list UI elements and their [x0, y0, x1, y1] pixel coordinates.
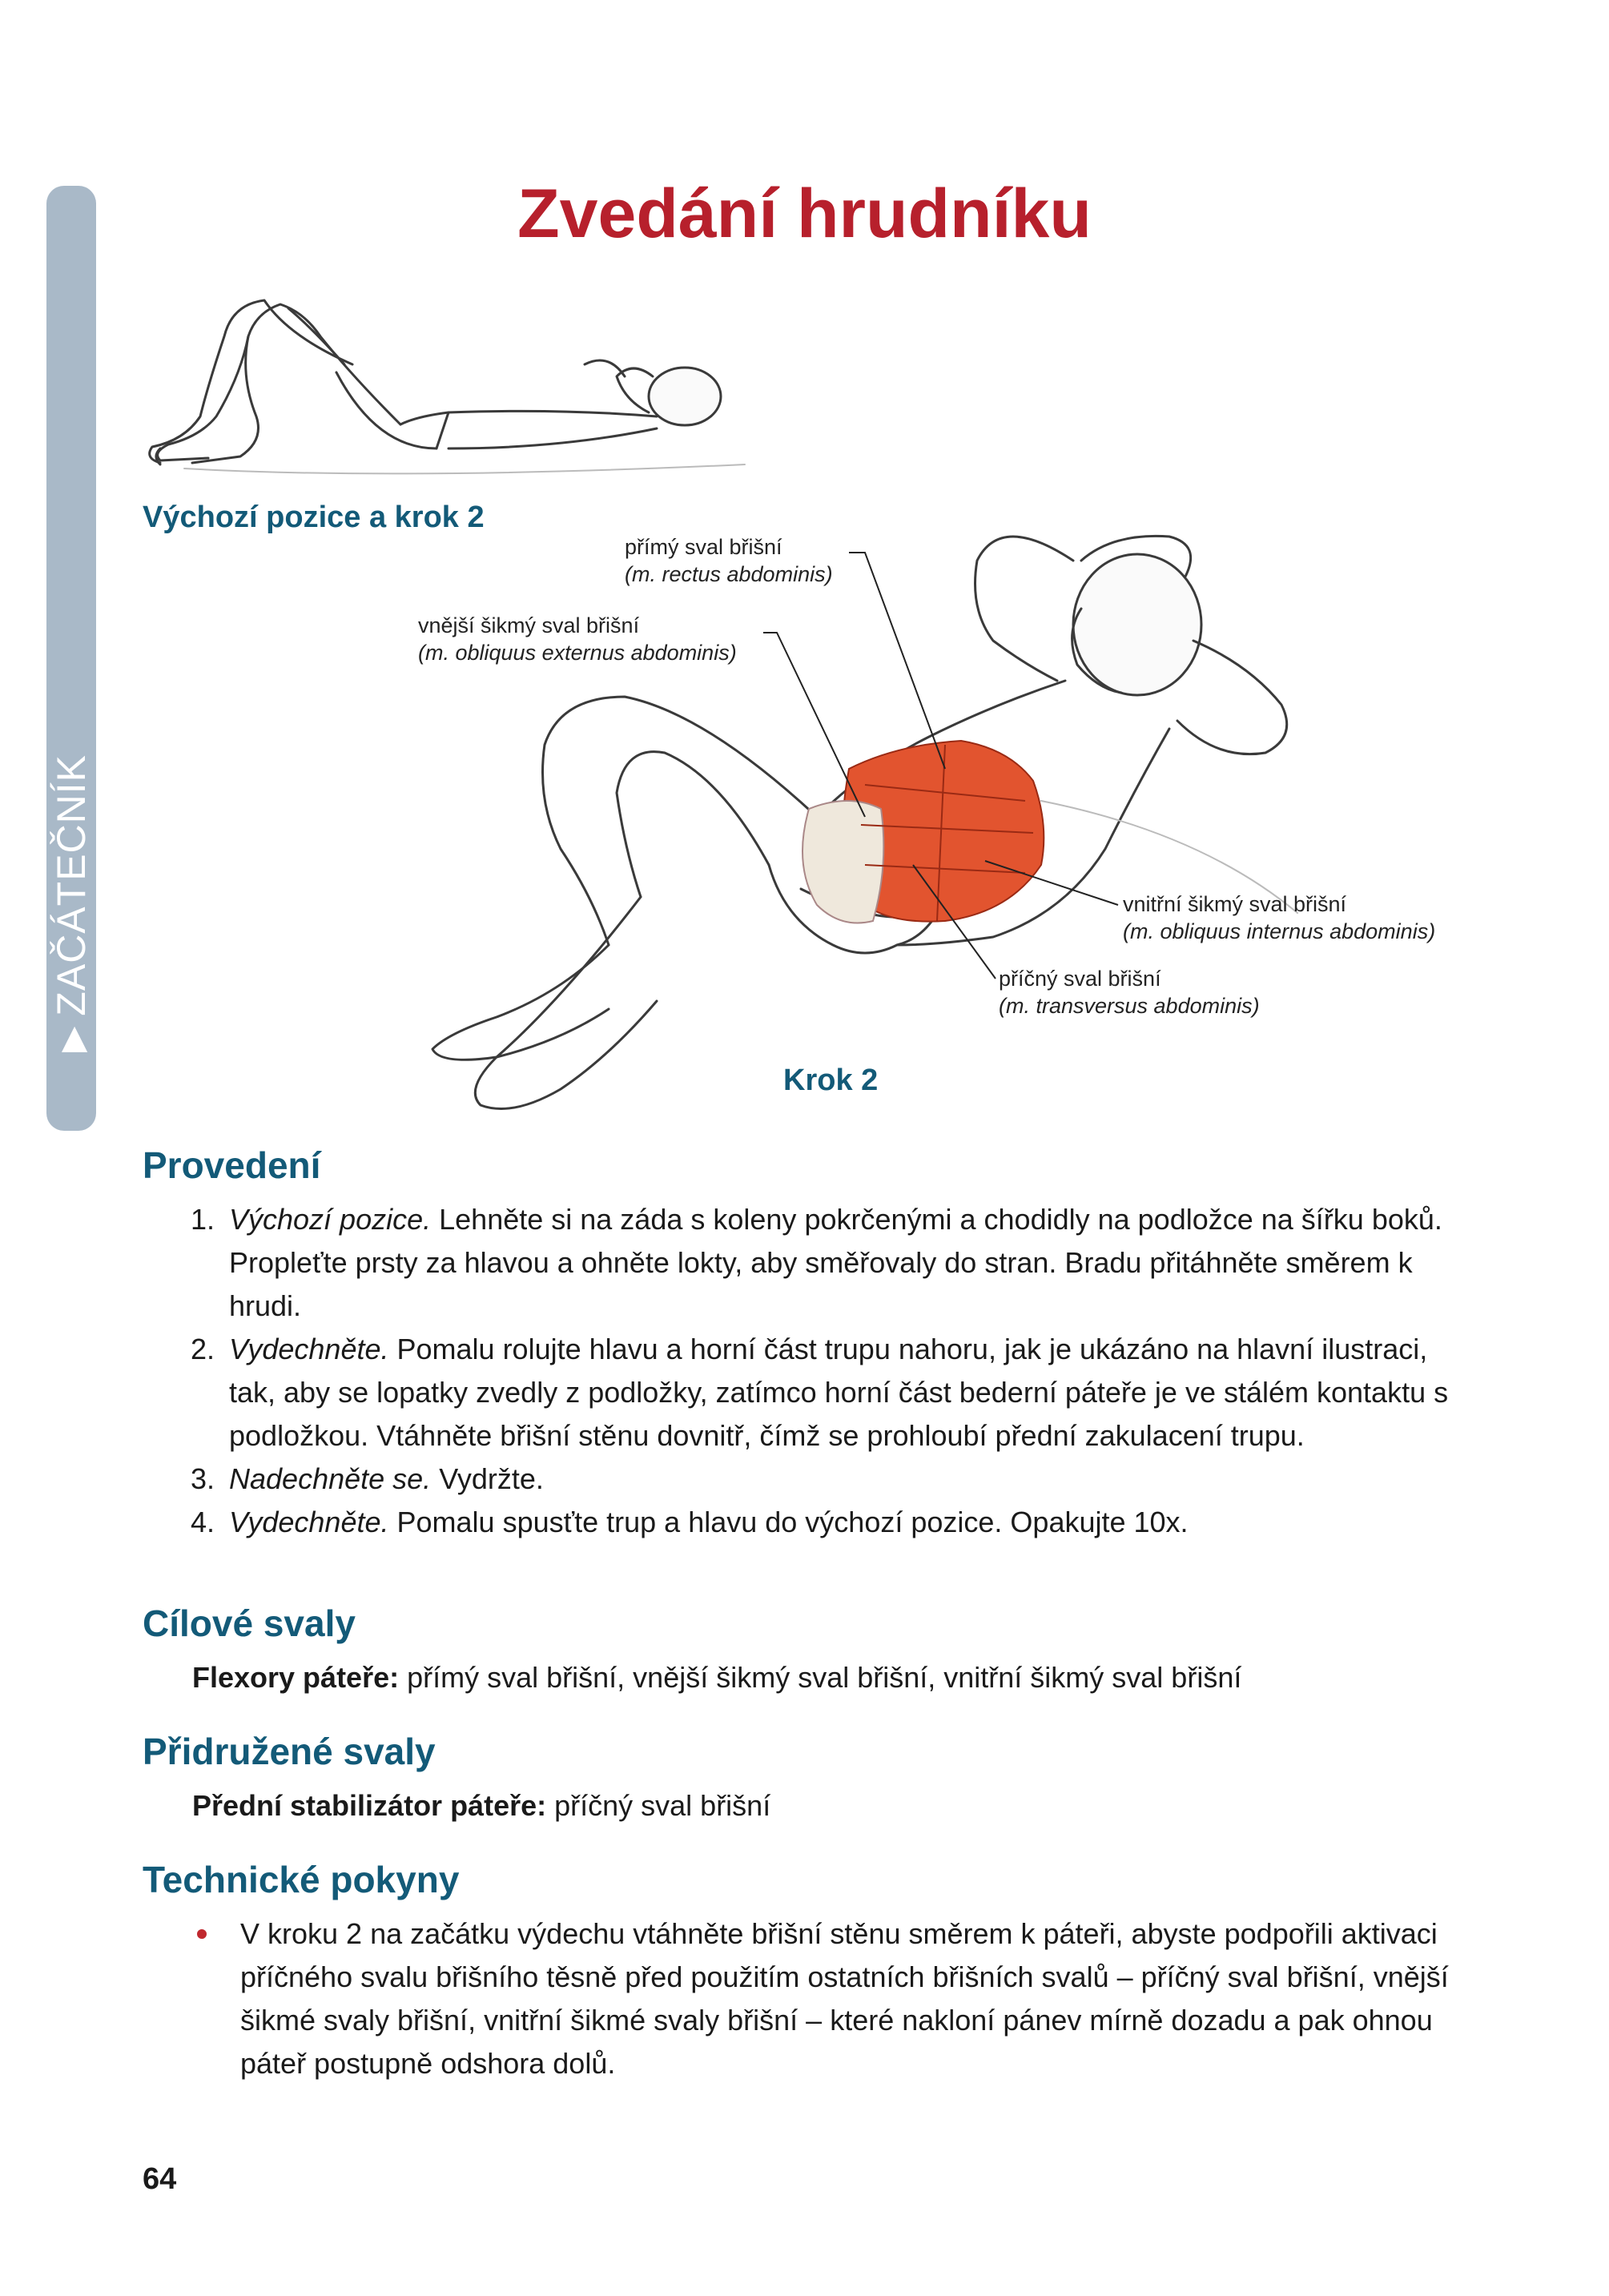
tip-item: V kroku 2 na začátku výdechu vtáhněte břišní stěnu směrem k páteři, abyste podpořili aktivaci příčného svalu břišního těsně před použitím ostatních břišních svalů – příčný sval břišní, vnější šikmé svaly břišní, vnitřní šikmé svaly břišní – které nakloní pánev mírně dozadu a pak ohnou páteř postupně odshora dolů.	[192, 1912, 1472, 2085]
abdominal-muscles	[802, 741, 1044, 923]
section-pridruzene-svaly	[143, 1730, 1472, 1828]
heading-technicke-pokyny: Technické pokyny	[143, 1859, 460, 1900]
page-number: 64	[143, 2162, 177, 2196]
figure-caption-main: Krok 2	[783, 1064, 879, 1097]
section-provedeni	[143, 1144, 1472, 1544]
bullet-icon	[197, 1929, 207, 1939]
section-technicke-pokyny	[143, 1858, 1472, 2085]
label-internal-oblique: vnitřní šikmý sval břišní (m. obliquus internus abdominis)	[1123, 892, 1436, 943]
figure-caption-start: Výchozí pozice a krok 2	[143, 501, 485, 534]
page-title: Zvedání hrudníku	[517, 175, 1092, 252]
tips-list	[143, 1912, 1472, 2085]
steps-list	[143, 1198, 1472, 1544]
step-item: 4. Vydechněte. Pomalu spusťte trup a hlavu do výchozí pozice. Opakujte 10x.	[191, 1506, 1189, 1538]
triangle-icon: ▶	[52, 1025, 91, 1052]
heading-provedeni: Provedení	[143, 1144, 321, 1186]
side-tab-label: ▶ ZAČÁTEČNÍK	[49, 754, 94, 1052]
heading-pridruzene-svaly: Přidružené svaly	[143, 1731, 436, 1772]
target-muscles: Flexory páteře: přímý sval břišní, vnější šikmý sval břišní, vnitřní šikmý sval břišní	[192, 1661, 1242, 1694]
section-cilove-svaly	[143, 1602, 1472, 1699]
label-external-oblique: vnější šikmý sval břišní (m. obliquus externus abdominis)	[418, 613, 737, 665]
label-transversus: příčný sval břišní (m. transversus abdominis)	[999, 967, 1260, 1018]
step-item: 3. Nadechněte se. Vydržte.	[191, 1462, 544, 1495]
heading-cilove-svaly: Cílové svaly	[143, 1602, 356, 1644]
starting-position-figure	[150, 300, 745, 473]
associated-muscles: Přední stabilizátor páteře: příčný sval břišní	[192, 1789, 771, 1822]
step-item: 1. Výchozí pozice. Lehněte si na záda s koleny pokrčenými a chodidly na podložce na šířku boků. Propleťte prsty za hlavou a ohněte lokty, aby směřovaly do stran. Bradu přitáhněte směrem k hrudi.	[191, 1203, 1442, 1322]
step-item: 2. Vydechněte. Pomalu rolujte hlavu a horní část trupu nahoru, jak je ukázáno na hlavní ilustraci, tak, aby se lopatky zvedly z podložky, zatímco horní část bederní páteře je ve stálém kontaktu s podložkou. Vtáhněte břišní stěnu dovnitř, čímž se prohloubí přední zakulacení trupu.	[191, 1333, 1449, 1452]
label-rectus: přímý sval břišní (m. rectus abdominis)	[625, 535, 833, 586]
